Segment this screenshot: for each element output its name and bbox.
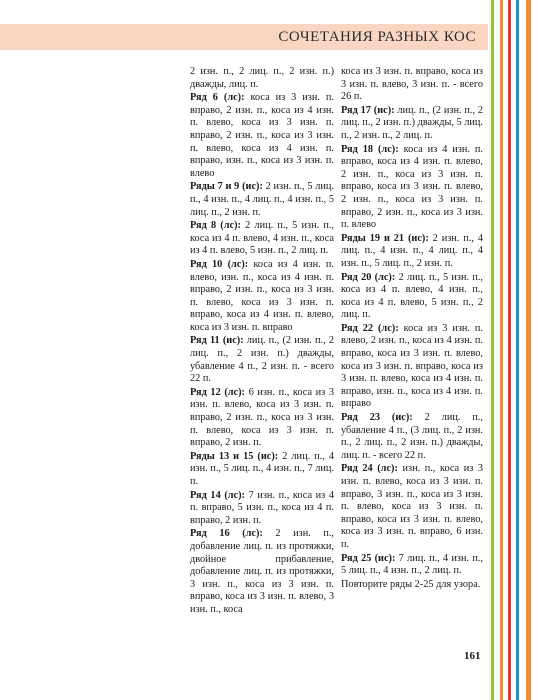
instruction-paragraph: Ряд 17 (ис): лиц. п., (2 изн. п., 2 лиц. п., 2 изн. п.) дважды, 5 лиц. п., 2 изн. п., 2 лиц. п. (341, 104, 483, 141)
instruction-paragraph: Повторите ряды 2-25 для узора. (341, 578, 481, 590)
instruction-paragraph: Ряд 11 (ис): лиц. п., (2 изн. п., 2 лиц. п., 2 изн. п.) дважды, убавление 4 п., 2 изн. п. - всего 22 п. (190, 335, 334, 385)
instruction-paragraph: Ряд 10 (лс): коса из 4 изн. п. влево, изн. п., коса из 4 изн. п. вправо, 2 изн. п., коса из 3 изн. п. влево, коса из 3 изн. п. вправо, коса из 4 изн. п. влево, коса из 3 изн. п. вправо (190, 258, 334, 333)
instruction-paragraph: Ряд 14 (лс): 7 изн. п., коса из 4 п. вправо, 5 изн. п., коса из 4 п. вправо, 2 изн. п. (190, 489, 334, 526)
instruction-paragraph: Ряды 19 и 21 (ис): 2 изн. п., 4 лиц. п., 4 изн. п., 4 лиц. п., 4 изн. п., 5 лиц. п., 2 изн. п. (341, 232, 483, 269)
instruction-paragraph: Ряд 24 (лс): изн. п., коса из 3 изн. п. влево, коса из 3 изн. п. вправо, 3 изн. п., коса из 3 изн. п. влево, коса из 3 изн. п. вправо, коса из 3 изн. п. влево, коса из 3 изн. п. вправо, 6 изн. п. (341, 463, 483, 550)
decor-stripe-green (491, 0, 494, 700)
right-column (341, 66, 483, 592)
instruction-paragraph: Ряды 13 и 15 (ис): 2 лиц. п., 4 изн. п., 5 лиц. п., 4 изн. п., 7 лиц. п. (190, 450, 334, 487)
page-number: 161 (464, 650, 481, 662)
decor-stripe-blue (516, 0, 519, 700)
instruction-paragraph: Ряд 25 (ис): 7 лиц. п., 4 изн. п., 5 лиц. п., 4 изн. п., 2 лиц. п. (341, 552, 483, 577)
decor-stripe-orange (500, 0, 503, 700)
instruction-paragraph: Ряд 12 (лс): 6 изн. п., коса из 3 изн. п. влево, коса из 3 изн. п. вправо, 2 изн. п., коса из 3 изн. п. влево, коса из 3 изн. п. вправо, 2 изн. п. (190, 386, 334, 449)
instruction-paragraph: Ряд 6 (лс): коса из 3 изн. п. вправо, 2 изн. п., коса из 4 изн. п. влево, коса из 3 изн. п. вправо, 2 изн. п., коса из 3 изн. п. влево, коса из 4 изн. п. вправо, изн. п., коса из 3 изн. п. влево (190, 92, 335, 179)
instruction-paragraph: Ряд 18 (лс): коса из 4 изн. п. вправо, коса из 4 изн. п. влево, 2 изн. п., коса из 3 изн. п. вправо, коса из 3 изн. п. влево, 2 изн. п., коса из 3 изн. п. вправо, 2 изн. п., коса из 3 изн. п. влево (341, 143, 483, 231)
left-column (190, 66, 334, 618)
instruction-paragraph: Ряд 16 (лс): 2 изн. п., добавление лиц. п. из протяжки, двойное прибавление, добавление лиц. п. из протяжки, 3 изн. п., коса из 3 изн. п. вправо, коса из 3 изн. п. влево, 3 изн. п., коса (190, 528, 334, 615)
page-title: СОЧЕТАНИЯ РАЗНЫХ КОС (278, 29, 476, 45)
decor-stripe-red (508, 0, 511, 700)
instruction-paragraph: Ряд 20 (лс): 2 лиц. п., 5 изн. п., коса из 4 п. влево, 4 изн. п., коса из 4 п. влево, 5 изн. п., 2 лиц. п. (341, 271, 483, 321)
instruction-paragraph: коса из 3 изн. п. вправо, коса из 3 изн. п. влево, 3 изн. п. - всего 26 п. (341, 66, 483, 103)
instruction-paragraph: Ряд 23 (ис): 2 лиц. п., убавление 4 п., (3 лиц. п., 2 изн. п., 2 лиц. п., 2 изн. п.) дважды, лиц. п. - всего 22 п. (341, 412, 483, 461)
instruction-paragraph: Ряд 22 (лс): коса из 3 изн. п. влево, 2 изн. п., коса из 4 изн. п. вправо, коса из 3 изн. п. влево, коса из 3 изн. п. вправо, коса из 3 изн. п. влево, коса из 4 изн. п. вправо, изн. п., коса из 4 изн. п. вправо (341, 322, 483, 410)
instruction-paragraph: Ряд 8 (лс): 2 лиц. п., 5 изн. п., коса из 4 п. влево, 4 изн. п., коса из 4 п. влево, 5 изн. п., 2 лиц. п. (190, 220, 334, 257)
decor-stripe-orange-thick (526, 0, 531, 700)
instruction-paragraph: 2 изн. п., 2 лиц. п., 2 изн. п.) дважды, лиц. п. (190, 66, 334, 90)
instruction-paragraph: Ряды 7 и 9 (ис): 2 изн. п., 5 лиц. п., 4 изн. п., 4 лиц. п., 4 изн. п., 5 лиц. п., 2 изн. п. (190, 181, 334, 218)
